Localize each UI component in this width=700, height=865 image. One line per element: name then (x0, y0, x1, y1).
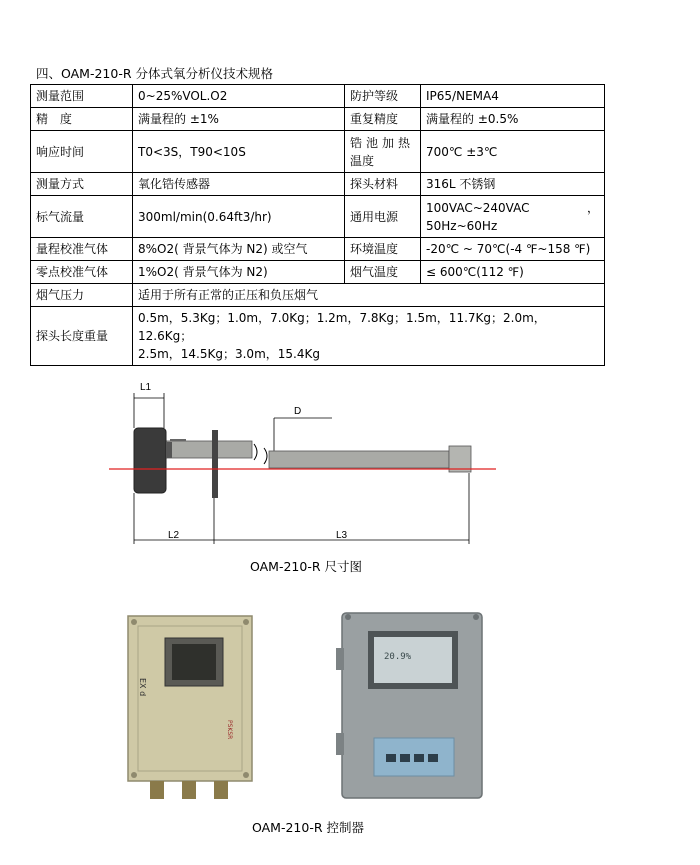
spec-value (133, 307, 605, 366)
spec-label: 测量方式 (31, 173, 133, 196)
table-row (31, 238, 605, 261)
spec-label: 探头长度重量 (31, 307, 133, 366)
spec-value: IP65/NEMA4 (421, 85, 605, 108)
spec-label: 零点校准气体 (31, 261, 133, 284)
bolt (131, 772, 137, 778)
spec-label: 标气流量 (31, 196, 133, 238)
controller-display-unit (334, 603, 494, 808)
cable-gland (150, 781, 164, 799)
label-l2: L2 (168, 530, 180, 541)
label-l1: L1 (140, 382, 152, 393)
bolt (131, 619, 137, 625)
spec-label-line: 温度 (350, 153, 375, 168)
spec-value: ≤ 600℃(112 ℉) (421, 261, 605, 284)
cable-gland (214, 781, 228, 799)
spec-value: 0~25%VOL.O2 (133, 85, 345, 108)
spec-value: T0<3S，T90<10S (133, 131, 345, 173)
controller-caption: OAM-210-R 控制器 (252, 820, 364, 835)
spec-label: 重复精度 (345, 108, 421, 131)
key-button (428, 754, 438, 762)
spec-label: 测量范围 (31, 85, 133, 108)
probe-flange (212, 430, 218, 498)
spec-value: 满量程的 ±0.5% (421, 108, 605, 131)
table-row (31, 261, 605, 284)
probe-dimension-drawing (104, 378, 500, 544)
table-row (31, 307, 605, 366)
spec-value-line (426, 199, 599, 217)
spec-label: 防护等级 (345, 85, 421, 108)
table-row (31, 131, 605, 173)
table-row (31, 284, 605, 307)
dimension-caption: OAM-210-R 尺寸图 (250, 559, 362, 574)
probe-tube (269, 451, 449, 468)
controller-explosion-proof (120, 608, 260, 808)
spec-label: 量程校准气体 (31, 238, 133, 261)
spec-value: 8%O2( 背景气体为 N2) 或空气 (133, 238, 345, 261)
probe-tip (449, 446, 471, 472)
probe-head (134, 428, 166, 493)
cable-gland (182, 781, 196, 799)
spec-label: 烟气温度 (345, 261, 421, 284)
spec-value-part: ， (586, 200, 599, 215)
probe-neck (166, 442, 172, 458)
break-mark (254, 444, 257, 460)
ex-label: EX d (138, 678, 147, 697)
lcd-reading: 20.9% (384, 652, 412, 662)
spec-value: 适用于所有正常的正压和负压烟气 (133, 284, 605, 307)
spec-value-part: 100VAC~240VAC (426, 200, 530, 215)
nameplate-text: PSKSR (226, 720, 233, 740)
spec-label-line: 锆池加热 (350, 135, 415, 150)
spec-table (30, 84, 605, 366)
spec-value: 1%O2( 背景气体为 N2) (133, 261, 345, 284)
screw (473, 614, 479, 620)
break-mark (264, 448, 267, 464)
table-row (31, 173, 605, 196)
spec-value-line: 50Hz~60Hz (426, 218, 498, 233)
section-title: 四、OAM-210-R 分体式氧分析仪技术规格 (36, 66, 273, 81)
spec-value: -20℃ ~ 70℃(-4 ℉~158 ℉) (421, 238, 605, 261)
spec-value-line: 0.5m，5.3Kg；1.0m，7.0Kg；1.2m，7.8Kg；1.5m，11.7Kg；2.0m，12.6Kg； (138, 311, 546, 343)
label-l3: L3 (336, 530, 348, 541)
spec-label (345, 131, 421, 173)
spec-label: 烟气压力 (31, 284, 133, 307)
table-row (31, 196, 605, 238)
spec-value (421, 196, 605, 238)
spec-value: 氧化锆传感器 (133, 173, 345, 196)
spec-label: 响应时间 (31, 131, 133, 173)
bolt (243, 772, 249, 778)
key-button (400, 754, 410, 762)
window-glass (172, 644, 216, 680)
spec-value: 700℃ ±3℃ (421, 131, 605, 173)
table-row (31, 85, 605, 108)
spec-label: 探头材料 (345, 173, 421, 196)
spec-value: 满量程的 ±1% (133, 108, 345, 131)
label-d: D (294, 406, 302, 417)
spec-value-line: 2.5m，14.5Kg；3.0m，15.4Kg (138, 347, 320, 361)
screw (345, 614, 351, 620)
spec-label: 通用电源 (345, 196, 421, 238)
spec-value: 300ml/min(0.64ft3/hr) (133, 196, 345, 238)
key-button (386, 754, 396, 762)
bolt (243, 619, 249, 625)
spec-label: 精 度 (31, 108, 133, 131)
side-latch (336, 648, 344, 670)
spec-value: 316L 不锈钢 (421, 173, 605, 196)
spec-label: 环境温度 (345, 238, 421, 261)
key-button (414, 754, 424, 762)
side-latch (336, 733, 344, 755)
table-row (31, 108, 605, 131)
